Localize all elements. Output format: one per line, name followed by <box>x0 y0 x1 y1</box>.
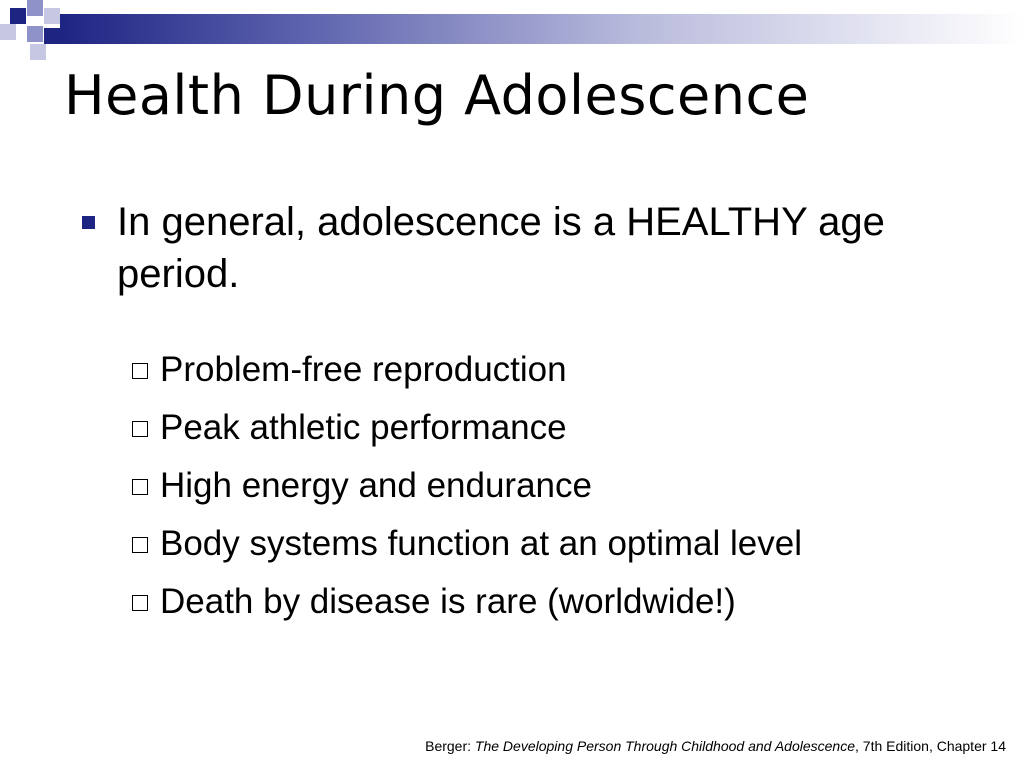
sub-bullet-text: Peak athletic performance <box>160 408 567 447</box>
main-bullet <box>82 196 952 300</box>
header-square-decoration <box>44 8 60 24</box>
sub-bullet-text: Problem-free reproduction <box>160 350 567 389</box>
list-item <box>132 575 992 633</box>
footer-prefix: Berger: <box>425 738 475 754</box>
main-bullet-text: In general, adolescence is a HEALTHY age period. <box>117 200 885 296</box>
sub-bullet-text: Death by disease is rare (worldwide!) <box>160 582 736 621</box>
header-square-decoration <box>44 28 60 44</box>
header-square-decoration <box>30 44 46 60</box>
footer-book-title: The Developing Person Through Childhood and Adolescence <box>474 738 855 754</box>
header-square-decoration <box>0 24 16 40</box>
header-square-decoration <box>10 8 26 24</box>
sub-bullet-text: Body systems function at an optimal level <box>160 524 802 563</box>
hollow-square-bullet-icon <box>132 479 148 495</box>
footer-suffix: , 7th Edition, Chapter 14 <box>855 738 1006 754</box>
slide-footer-citation <box>425 738 1006 754</box>
list-item <box>132 459 992 517</box>
header-square-decoration <box>27 0 43 16</box>
sub-bullet-list <box>132 343 992 633</box>
hollow-square-bullet-icon <box>132 421 148 437</box>
list-item <box>132 343 992 401</box>
header-square-decoration <box>27 26 43 42</box>
list-item <box>132 401 992 459</box>
slide-title: Health During Adolescence <box>64 64 810 127</box>
hollow-square-bullet-icon <box>132 537 148 553</box>
sub-bullet-text: High energy and endurance <box>160 466 592 505</box>
list-item <box>132 517 992 575</box>
hollow-square-bullet-icon <box>132 595 148 611</box>
filled-square-bullet-icon <box>82 216 95 229</box>
header-gradient-bar <box>60 14 1024 44</box>
hollow-square-bullet-icon <box>132 363 148 379</box>
